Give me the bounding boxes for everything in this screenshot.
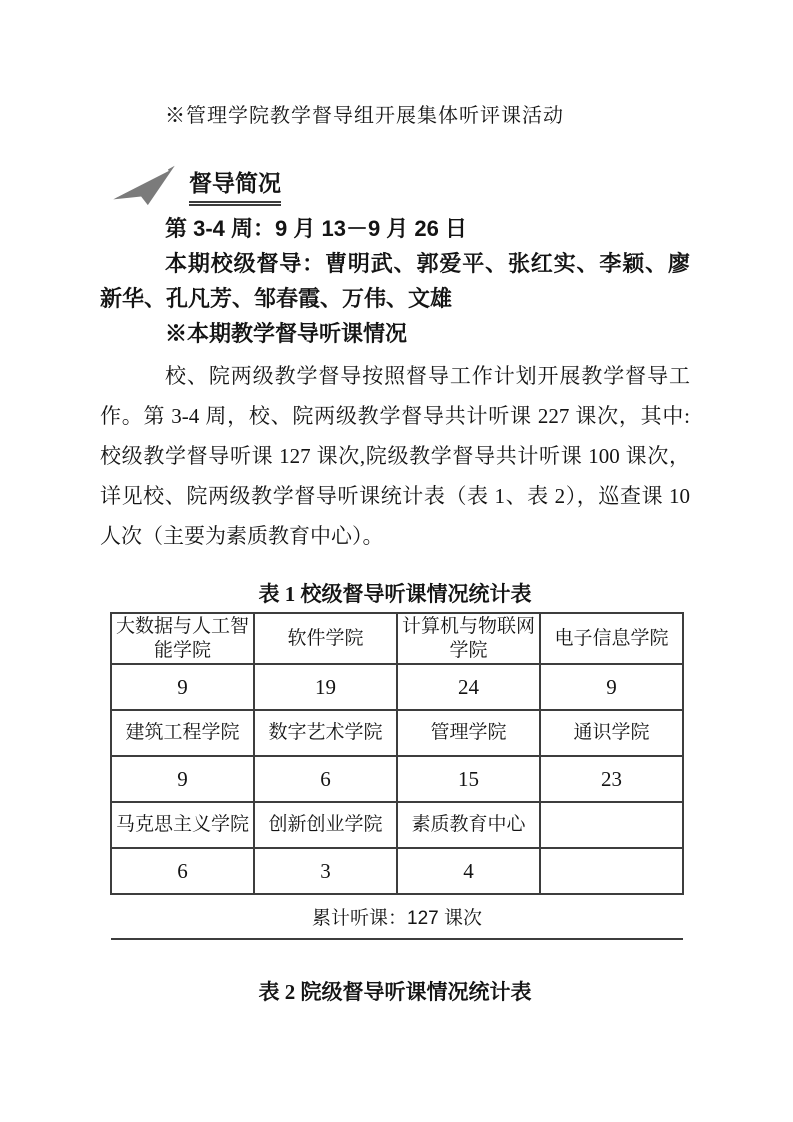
table-cell: 9: [111, 756, 254, 802]
period-line: 第 3-4 周：9 月 13－9 月 26 日: [165, 216, 467, 241]
supervisors-line: 本期校级督导：曹明武、郭爱平、张红实、李颖、廖新华、孔凡芳、邹春霞、万伟、文雄: [100, 251, 690, 311]
table-cell: 建筑工程学院: [111, 710, 254, 756]
table-cell: 23: [540, 756, 683, 802]
table-row: [111, 664, 683, 710]
table-cell: 创新创业学院: [254, 802, 397, 848]
table-row: [111, 710, 683, 756]
headline: ※管理学院教学督导组开展集体听评课活动: [165, 105, 564, 127]
table-cell: 计算机与物联网学院: [397, 613, 540, 664]
table-cell: 4: [397, 848, 540, 894]
table-row: [111, 756, 683, 802]
table-cell: 马克思主义学院: [111, 802, 254, 848]
table-footer-row: [111, 894, 683, 939]
table-cell: 软件学院: [254, 613, 397, 664]
table-cell: 24: [397, 664, 540, 710]
paper-plane-icon: [113, 161, 175, 209]
table-cell: [540, 802, 683, 848]
table1: [110, 612, 684, 940]
table-cell: 9: [540, 664, 683, 710]
table-cell: 15: [397, 756, 540, 802]
table1-title: 表 1 校级督导听课情况统计表: [258, 582, 532, 606]
subheading: ※本期教学督导听课情况: [165, 321, 408, 346]
table-row: [111, 613, 683, 664]
table-cell: 通识学院: [540, 710, 683, 756]
table-cell: 管理学院: [397, 710, 540, 756]
section-header: [113, 160, 690, 210]
table-cell: 9: [111, 664, 254, 710]
table-cell: [540, 848, 683, 894]
body-paragraph: 校、院两级教学督导按照督导工作计划开展教学督导工作。第 3-4 周，校、院两级教学督导共计听课 227 课次，其中:校级教学督导听课 127 课次,院级教学督导共计听课 100 课次，详见校、院两级教学督导听课统计表（表 1、表 2），巡查课 10 人次（主要为素质教育中心）。: [100, 364, 690, 548]
table-cell: 6: [111, 848, 254, 894]
table-row: [111, 848, 683, 894]
table-footer-cell: 累计听课：127 课次: [111, 894, 683, 939]
table-cell: 素质教育中心: [397, 802, 540, 848]
table-row: [111, 802, 683, 848]
table-cell: 19: [254, 664, 397, 710]
table-cell: 6: [254, 756, 397, 802]
table-cell: 3: [254, 848, 397, 894]
section-title: 督导简况: [189, 165, 281, 206]
table-cell: 大数据与人工智能学院: [111, 613, 254, 664]
table2-title: 表 2 院级督导听课情况统计表: [258, 980, 532, 1004]
table-cell: 数字艺术学院: [254, 710, 397, 756]
table-cell: 电子信息学院: [540, 613, 683, 664]
